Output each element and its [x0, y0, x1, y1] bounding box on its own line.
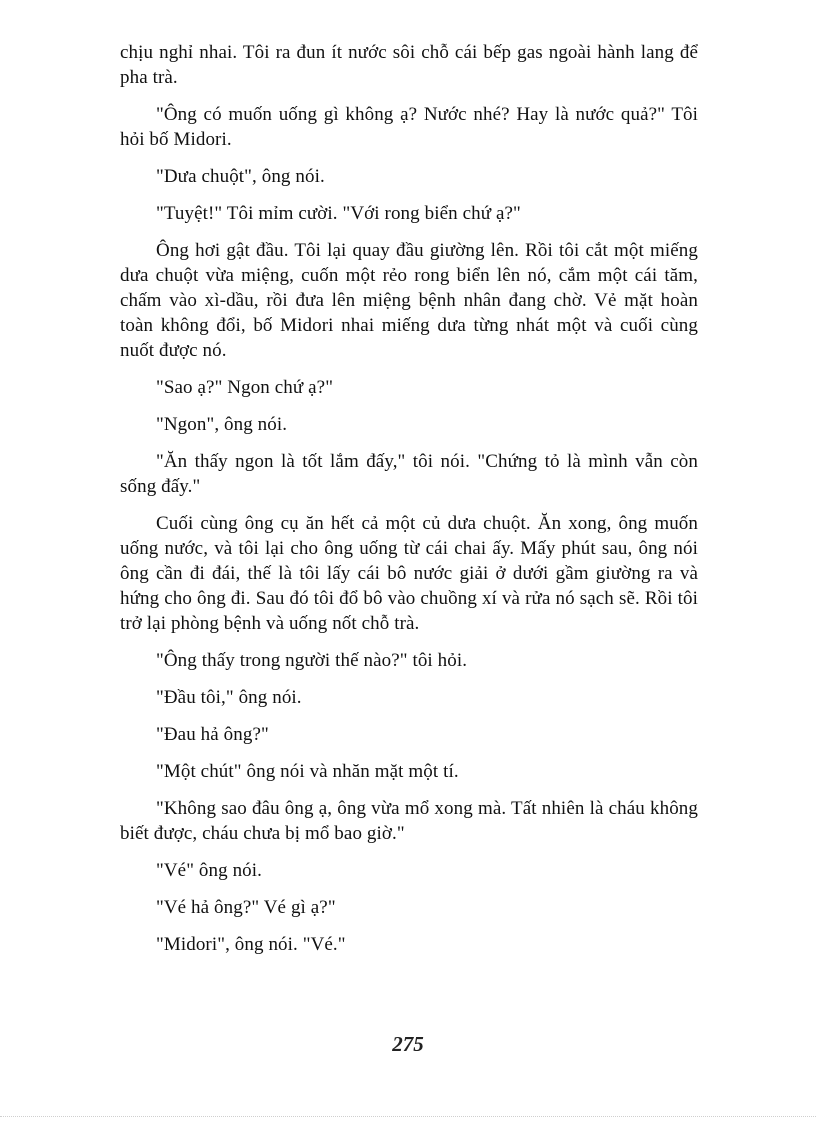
- paragraph: "Đau hả ông?": [156, 724, 269, 745]
- paragraph: "Vé hả ông?" Vé gì ạ?": [156, 897, 336, 918]
- page-bottom-divider: [0, 1116, 816, 1117]
- paragraph: "Đầu tôi," ông nói.: [156, 687, 302, 708]
- paragraph: "Ông có muốn uống gì không ạ? Nước nhé? Hay là nước quả?" Tôi hỏi bố Midori.: [120, 104, 698, 150]
- paragraph: "Ngon", ông nói.: [156, 414, 288, 435]
- paragraph: "Ông thấy trong người thế nào?" tôi hỏi.: [156, 650, 468, 671]
- page-number: 275: [392, 1032, 424, 1056]
- paragraph: "Sao ạ?" Ngon chứ ạ?": [156, 377, 334, 398]
- page-body: [120, 40, 698, 969]
- paragraph: "Dưa chuột", ông nói.: [156, 166, 325, 187]
- paragraph: "Midori", ông nói. "Vé.": [156, 934, 346, 955]
- paragraph: "Vé" ông nói.: [156, 860, 262, 881]
- paragraph: chịu nghỉ nhai. Tôi ra đun ít nước sôi chỗ cái bếp gas ngoài hành lang để pha trà.: [120, 42, 698, 88]
- paragraph: "Tuyệt!" Tôi mỉm cười. "Với rong biển chứ ạ?": [156, 203, 521, 224]
- paragraph: "Ăn thấy ngon là tốt lắm đấy," tôi nói. "Chứng tỏ là mình vẫn còn sống đấy.": [120, 451, 698, 497]
- paragraph: "Một chút" ông nói và nhăn mặt một tí.: [156, 761, 459, 782]
- paragraph: "Không sao đâu ông ạ, ông vừa mổ xong mà. Tất nhiên là cháu không biết được, cháu chưa bị mổ bao giờ.": [120, 798, 698, 844]
- paragraph: Ông hơi gật đầu. Tôi lại quay đầu giường lên. Rồi tôi cắt một miếng dưa chuột vừa miệng, cuốn một rẻo rong biển lên nó, cắm một cái tăm, chấm vào xì-dầu, rồi đưa lên miệng bệnh nhân đang chờ. Vẻ mặt hoàn toàn không đổi, bố Midori nhai miếng dưa từng nhát một và cuối cùng nuốt được nó.: [120, 240, 698, 361]
- paragraph: Cuối cùng ông cụ ăn hết cả một củ dưa chuột. Ăn xong, ông muốn uống nước, và tôi lại cho ông uống từ cái chai ấy. Mấy phút sau, ông nói ông cần đi đái, thế là tôi lấy cái bô nước giải ở dưới gầm giường ra và hứng cho ông đi. Sau đó tôi đổ bô vào chuồng xí và rửa nó sạch sẽ. Rồi tôi trở lại phòng bệnh và uống nốt chỗ trà.: [120, 513, 698, 634]
